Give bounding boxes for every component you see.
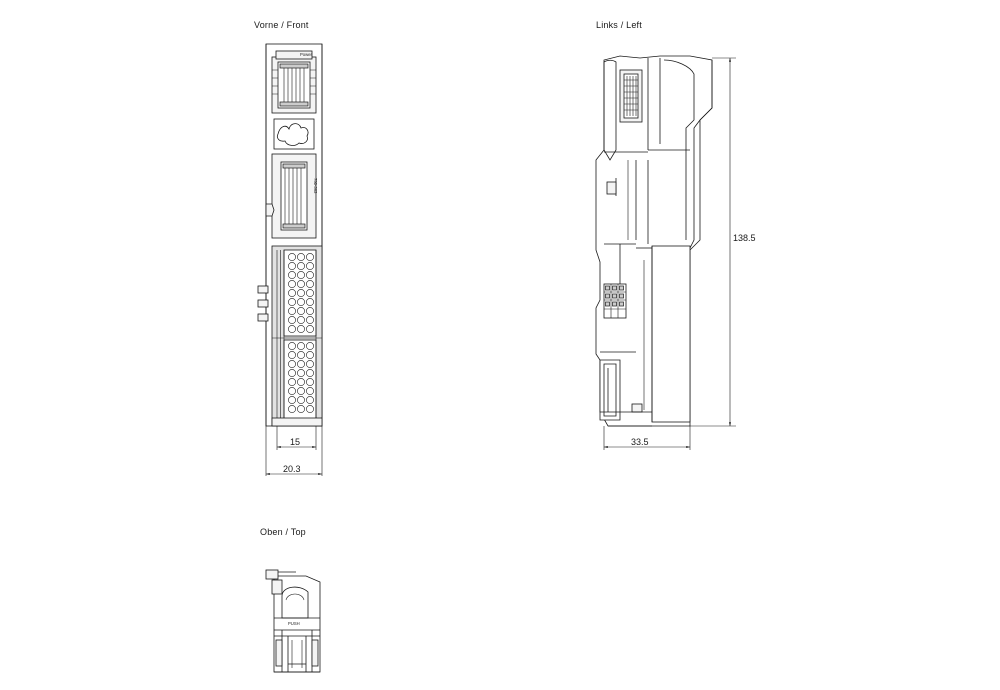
view-label-top: Oben / Top	[260, 527, 306, 537]
push-marking-text: PUSH	[288, 621, 300, 626]
dimension-front-width-outer: 20.3	[283, 464, 301, 474]
dimension-left-height: 138.5	[733, 233, 756, 243]
front-view-group	[258, 44, 322, 476]
power-marking-text: Power	[300, 52, 312, 57]
view-label-front: Vorne / Front	[254, 20, 309, 30]
top-view-group	[266, 570, 320, 672]
dimension-left-depth: 33.5	[631, 437, 649, 447]
view-label-left: Links / Left	[596, 20, 642, 30]
module-marking-text: 750-363	[313, 178, 318, 194]
dimension-front-width-inner: 15	[290, 437, 301, 447]
left-view-group	[596, 56, 736, 450]
